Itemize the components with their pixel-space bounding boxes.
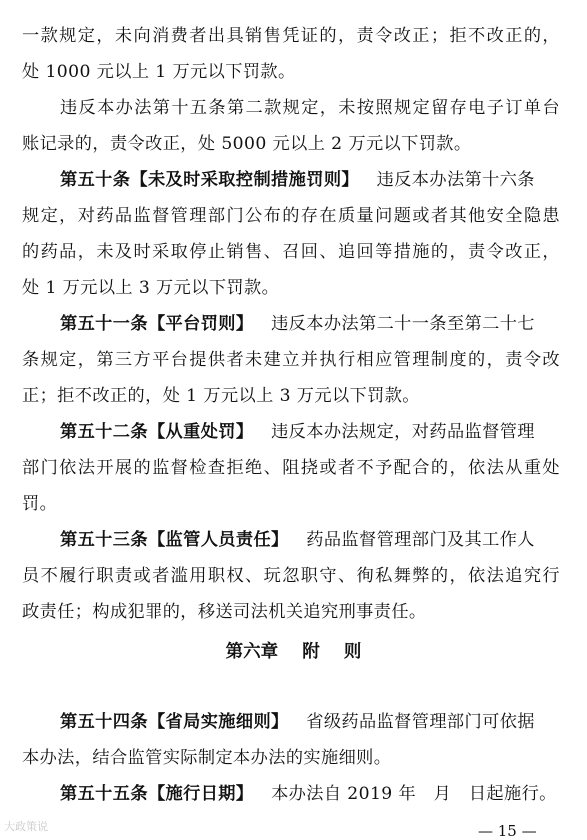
article-heading: 第五十条【未及时采取控制措施罚则】 [60,170,359,190]
article-text: 药品监督管理部门及其工作人 [306,530,535,550]
watermark: 大政策说 [4,820,48,833]
article-51-first-line [60,313,560,335]
article-50-first-line [60,169,560,191]
page-number: — 15 — [478,822,537,840]
paragraph-line: 违反本办法第十五条第二款规定，未按照规定留存电子订单台 [60,98,560,118]
paragraph-line: 处 1 万元以上 3 万元以下罚款。 [22,278,280,298]
paragraph-line: 罚。 [22,494,58,514]
paragraph-line: 规定，对药品监督管理部门公布的存在质量问题或者其他安全隐患 [22,206,560,226]
article-54-first-line [60,711,560,733]
paragraph-line: 条规定，第三方平台提供者未建立并执行相应管理制度的，责令改 [22,350,560,370]
article-text: 省级药品监督管理部门可依据 [306,712,535,732]
paragraph-line: 正；拒不改正的，处 1 万元以上 3 万元以下罚款。 [22,386,420,406]
article-heading: 第五十四条【省局实施细则】 [60,712,289,732]
article-52-first-line [60,421,560,443]
article-text: 违反本办法第十六条 [376,170,535,190]
paragraph-line: 的药品，未及时采取停止销售、召回、追回等措施的，责令改正， [22,242,560,262]
paragraph-line: 账记录的，责令改正，处 5000 元以上 2 万元以下罚款。 [22,134,472,154]
article-text: 本办法自 2019 年 月 日起施行。 [271,784,557,804]
chapter-title: 第六章 附 则 [225,642,362,662]
article-text: 违反本办法规定，对药品监督管理 [271,422,535,442]
article-55-first-line [60,783,560,805]
article-heading: 第五十三条【监管人员责任】 [60,530,289,550]
article-heading: 第五十二条【从重处罚】 [60,422,254,442]
paragraph-line: 部门依法开展的监督检查拒绝、阻挠或者不予配合的，依法从重处 [22,458,560,478]
article-heading: 第五十一条【平台罚则】 [60,314,254,334]
paragraph-line: 员不履行职责或者滥用职权、玩忽职守、徇私舞弊的，依法追究行 [22,566,560,586]
paragraph-line: 本办法，结合监管实际制定本办法的实施细则。 [22,748,392,768]
article-53-first-line [60,529,560,551]
paragraph-line: 一款规定，未向消费者出具销售凭证的，责令改正；拒不改正的， [22,26,560,46]
article-text: 违反本办法第二十一条至第二十七 [271,314,535,334]
article-heading: 第五十五条【施行日期】 [60,784,254,804]
paragraph-line: 处 1000 元以上 1 万元以下罚款。 [22,62,296,82]
paragraph-line: 政责任；构成犯罪的，移送司法机关追究刑事责任。 [22,602,427,622]
